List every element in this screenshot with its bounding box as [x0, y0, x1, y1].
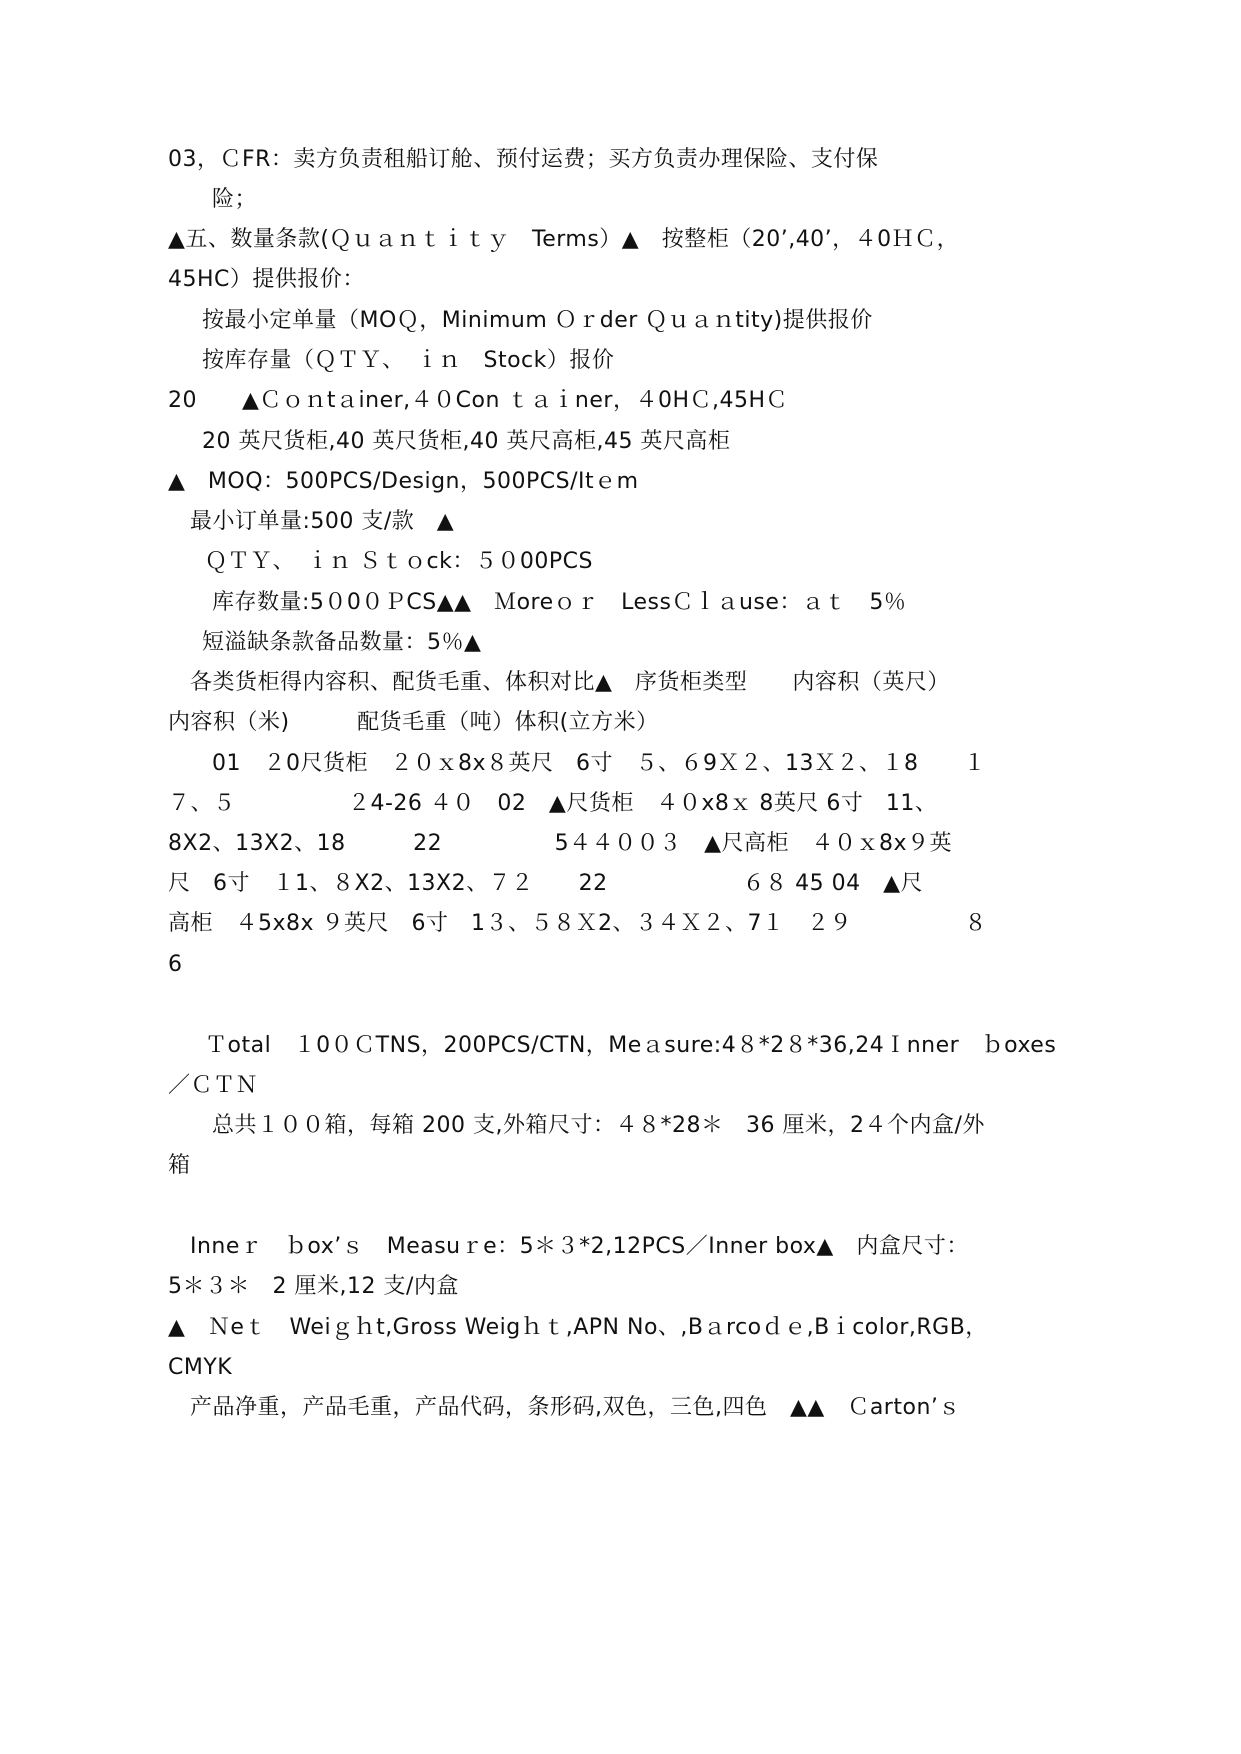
text-line: ＱＴＹ、 ｉｎ Ｓｔｏck：５０00PCS	[205, 549, 593, 574]
text-line: ▲ MOQ：500PCS/Design，500PCS/Itｅm	[168, 469, 639, 494]
text-line: ７、５ ２4-26 ４０ 02 ▲尺货柜 ４０x8ｘ 8英尺 6寸 11、	[168, 791, 938, 816]
text-line: 高柜 ４5x8x ９英尺 6寸 1３、５８Ｘ2、３４Ｘ２、7１ ２９ ８	[168, 911, 988, 936]
text-line: 5＊３＊ 2 厘米,12 支/内盒	[168, 1274, 459, 1299]
text-line: 6	[168, 952, 183, 977]
text-line: ／ＣＴＮ	[168, 1073, 259, 1098]
text-line: ▲五、数量条款(Ｑｕａｎｔｉｔｙ Terms）▲ 按整柜（20’,40’，４0ＨＣ，	[168, 227, 960, 252]
text-line: Ｔotal １0０ＣTNS，200PCS/CTN，Meａsure:4８*2８*36,24Ｉnner ｂoxes	[205, 1033, 1057, 1058]
text-line: 各类货柜得内容积、配货毛重、体积对比▲ 序货柜类型 内容积（英尺）	[190, 670, 950, 695]
text-line: 内容积（米) 配货毛重（吨）体积(立方米）	[168, 710, 659, 735]
text-line: 8X2、13X2、18 22 5４４００３ ▲尺高柜 ４０ｘ8x９英	[168, 831, 953, 856]
text-line: 短溢缺条款备品数量：5％▲	[202, 630, 482, 655]
text-line: 03，ＣFR：卖方负责租船订舱、预付运费；买方负责办理保险、支付保	[168, 147, 879, 172]
text-line: 产品净重，产品毛重，产品代码，条形码,双色，三色,四色 ▲▲ Ｃarton’ｓ	[190, 1395, 961, 1420]
text-line: ▲ Ｎeｔ Weiｇｈt,Gross Weigｈｔ,APN No、,Bａrcoｄｅ,Bｉcolor,RGB，	[168, 1315, 988, 1340]
text-line: 01 ２0尺货柜 ２０ｘ8x８英尺 6寸 ５、６9Ｘ２、13Ｘ２、１8 １	[212, 751, 986, 776]
text-line: 20 英尺货柜,40 英尺货柜,40 英尺高柜,45 英尺高柜	[202, 429, 731, 454]
text-line: Inneｒ ｂox’ｓ Measuｒe：5＊３*2,12PCS／Inner box▲ 内盒尺寸：	[190, 1234, 969, 1259]
text-line: 最小订单量:500 支/款 ▲	[190, 509, 455, 534]
text-line: 库存数量:5０0０ＰCS▲▲ Ｍoreｏｒ LessＣｌａuse：ａｔ 5％	[212, 590, 907, 615]
text-line: 20 ▲Ｃｏｎtａiner,４０Con ｔａｉner，４0HＣ,45HＣ	[168, 388, 789, 413]
text-line: 箱	[168, 1153, 191, 1178]
text-line: 总共１００箱，每箱 200 支,外箱尺寸：４８*28＊ 36 厘米，2４个内盒/外	[212, 1113, 985, 1138]
text-line: 45HC）提供报价：	[168, 267, 365, 292]
text-line: 按最小定单量（MOＱ，Minimum Ｏｒder Ｑｕａｎtity)提供报价	[202, 308, 873, 333]
text-line: 险；	[212, 187, 258, 212]
text-line: 尺 6寸 １1、８X2、13X2、７２ 22 ６８ 45 04 ▲尺	[168, 871, 924, 896]
text-line: 按库存量（ＱＴＹ、 ｉｎ Stock）报价	[202, 348, 615, 373]
text-line: CMYK	[168, 1355, 233, 1380]
